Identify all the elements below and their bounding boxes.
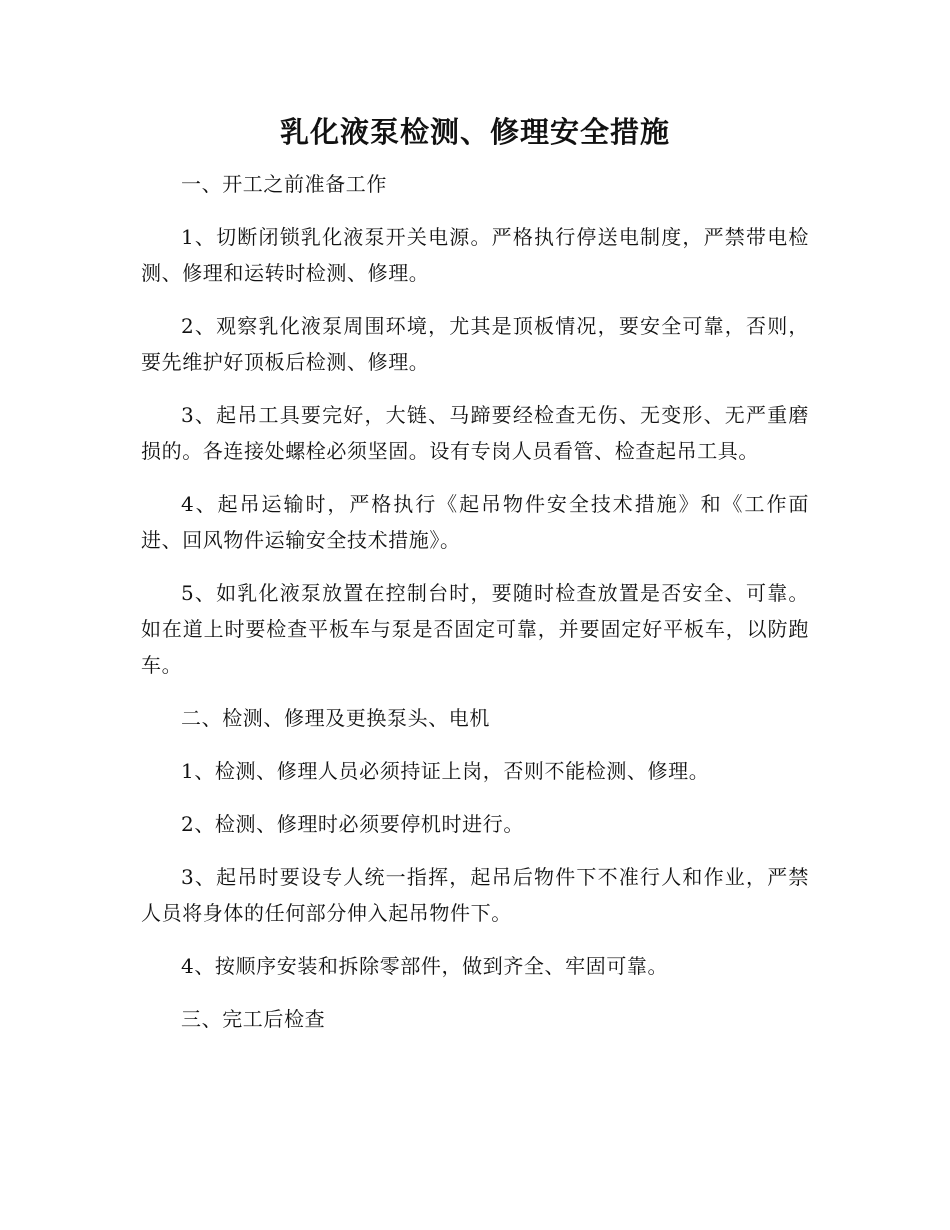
section-2-item-1: 1、检测、修理人员必须持证上岗，否则不能检测、修理。: [181, 759, 710, 783]
section-heading-3: 三、完工后检查: [181, 1007, 326, 1031]
section-2-item-3: 3、起吊时要设专人统一指挥，起吊后物件下不准行人和作业，严禁人员将身体的任何部分伸入起吊物件下。: [141, 865, 809, 925]
section-1-item-2: 2、观察乳化液泵周围环境，尤其是顶板情况，要安全可靠，否则，要先维护好顶板后检测、修理。: [141, 314, 809, 374]
document-title: 乳化液泵检测、修理安全措施: [279, 115, 670, 149]
document-body: [141, 166, 809, 1054]
section-1-item-4: 4、起吊运输时，严格执行《起吊物件安全技术措施》和《工作面进、回风物件运输安全技术措施》。: [141, 492, 809, 552]
section-1-item-1: 1、切断闭锁乳化液泵开关电源。严格执行停送电制度，严禁带电检测、修理和运转时检测、修理。: [141, 225, 809, 285]
section-heading-1: 一、开工之前准备工作: [181, 172, 387, 196]
section-1-item-3: 3、起吊工具要完好，大链、马蹄要经检查无伤、无变形、无严重磨损的。各连接处螺栓必须坚固。设有专岗人员看管、检查起吊工具。: [141, 403, 809, 463]
section-1-item-5: 5、如乳化液泵放置在控制台时，要随时检查放置是否安全、可靠。如在道上时要检查平板车与泵是否固定可靠，并要固定好平板车，以防跑车。: [141, 581, 809, 677]
section-heading-2: 二、检测、修理及更换泵头、电机: [181, 706, 490, 730]
section-2-item-4: 4、按顺序安装和拆除零部件，做到齐全、牢固可靠。: [181, 954, 669, 978]
section-2-item-2: 2、检测、修理时必须要停机时进行。: [181, 812, 524, 836]
